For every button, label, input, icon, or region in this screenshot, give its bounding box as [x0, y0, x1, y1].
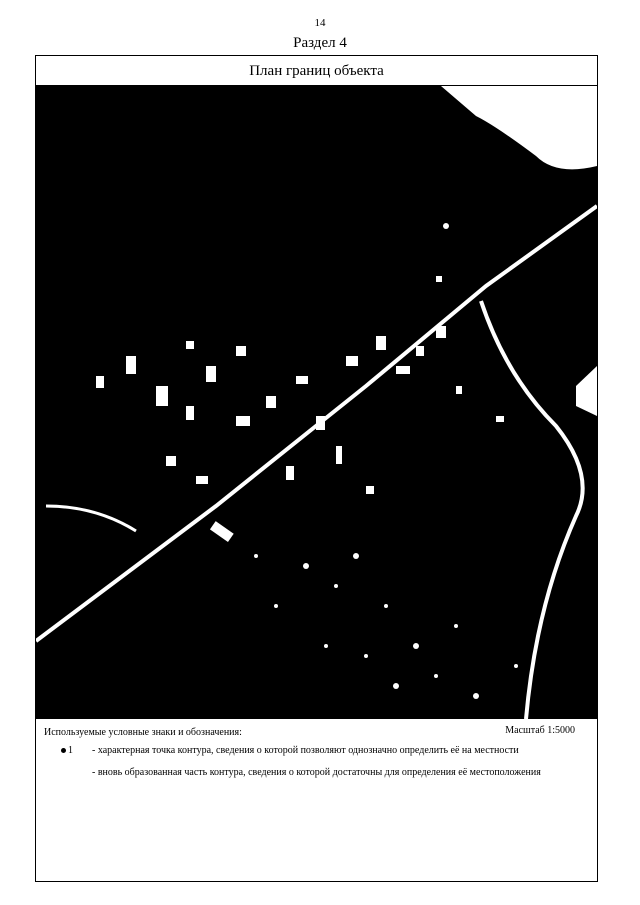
page-number: 14	[314, 17, 326, 29]
point-dot-icon	[61, 748, 66, 753]
legend-title: Используемые условные знаки и обозначения:	[44, 727, 242, 738]
scale-label: Масштаб 1:5000	[505, 725, 575, 736]
legend-item-new-contour	[92, 767, 562, 779]
section-title: Раздел 4	[293, 35, 347, 51]
legend-marker	[61, 745, 91, 757]
legend-item-text: - вновь образованная часть контура, сведения о которой достаточны для определения её местоположения	[92, 767, 541, 778]
plan-title: План границ объекта	[36, 56, 597, 86]
legend-item-text: - характерная точка контура, сведения о которой позволяют однозначно определить её на местности	[92, 745, 519, 756]
legend-marker-number: 1	[68, 745, 73, 756]
aerial-map-image	[36, 86, 597, 719]
plan-frame	[35, 55, 598, 882]
aerial-map-graphic	[36, 86, 597, 719]
